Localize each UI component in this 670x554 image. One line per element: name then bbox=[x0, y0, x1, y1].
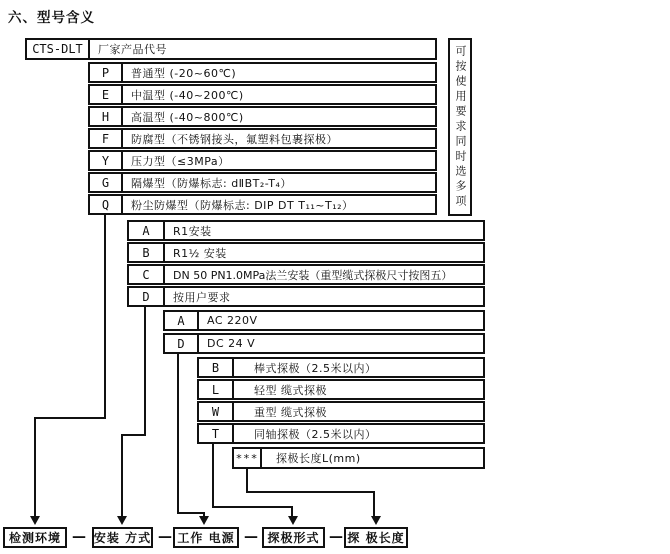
row-power-a bbox=[163, 310, 485, 331]
connector-line bbox=[144, 307, 146, 436]
row-install-b bbox=[127, 242, 485, 263]
row-env-y bbox=[88, 150, 437, 171]
row-probe-b bbox=[197, 357, 485, 378]
code-cell: A bbox=[165, 312, 199, 329]
row-install-a bbox=[127, 220, 485, 241]
desc-cell: DN 50 PN1.0MPa法兰安装（重型缆式探极尺寸按图五） bbox=[173, 268, 453, 282]
connector-line bbox=[121, 434, 146, 436]
desc-cell: 重型 缆式探极 bbox=[254, 405, 327, 419]
footer-label-power: 工作 电源 bbox=[173, 527, 239, 548]
desc-cell: R1½ 安装 bbox=[173, 246, 227, 260]
code-cell: B bbox=[199, 359, 234, 376]
desc-cell: 轻型 缆式探极 bbox=[254, 383, 327, 397]
desc-cell: 探极长度L(mm) bbox=[276, 452, 361, 465]
code-cell: P bbox=[90, 64, 123, 81]
header-row bbox=[25, 38, 437, 60]
row-install-c bbox=[127, 264, 485, 285]
desc-cell: DC 24 V bbox=[207, 337, 256, 350]
desc-cell: 压力型（≤3MPa） bbox=[131, 154, 230, 168]
row-probe-w bbox=[197, 401, 485, 422]
desc-cell: 按用户要求 bbox=[173, 290, 231, 304]
down-arrow-icon bbox=[30, 516, 40, 525]
desc-cell: 同轴探极（2.5米以内） bbox=[254, 427, 377, 441]
code-cell: G bbox=[90, 174, 123, 191]
row-probe-l bbox=[197, 379, 485, 400]
code-cell: E bbox=[90, 86, 123, 103]
side-note-text: 可按使用要求同时选多项 bbox=[454, 44, 467, 210]
desc-cell: 普通型 (-20~60℃) bbox=[131, 66, 237, 80]
down-arrow-icon bbox=[371, 516, 381, 525]
connector-line bbox=[212, 506, 293, 508]
connector-line bbox=[121, 434, 123, 517]
footer-label-probe-length: 探 极长度 bbox=[344, 527, 408, 548]
footer-separator: — bbox=[158, 529, 172, 545]
down-arrow-icon bbox=[199, 516, 209, 525]
code-cell: W bbox=[199, 403, 234, 420]
desc-cell: R1安装 bbox=[173, 224, 212, 238]
desc-cell: 粉尘防爆型（防爆标志: DIP DT T₁₁~T₁₂） bbox=[131, 198, 354, 212]
row-length bbox=[232, 447, 485, 469]
footer-separator: — bbox=[72, 529, 86, 545]
desc-cell: 棒式探极（2.5米以内） bbox=[254, 361, 377, 375]
code-cell: Y bbox=[90, 152, 123, 169]
footer-label-installation: 安装 方式 bbox=[92, 527, 153, 548]
down-arrow-icon bbox=[288, 516, 298, 525]
row-env-e bbox=[88, 84, 437, 105]
desc-cell: 防腐型（不锈钢接头，氟塑料包裹探极） bbox=[131, 132, 338, 146]
row-probe-t bbox=[197, 423, 485, 444]
row-env-p bbox=[88, 62, 437, 83]
connector-line bbox=[104, 214, 106, 419]
code-cell: C bbox=[129, 266, 165, 283]
code-cell: *** bbox=[234, 449, 262, 467]
desc-cell: AC 220V bbox=[207, 314, 258, 327]
code-cell: B bbox=[129, 244, 165, 261]
connector-line bbox=[34, 417, 106, 419]
code-cell: L bbox=[199, 381, 234, 398]
connector-line bbox=[177, 354, 179, 514]
row-env-f bbox=[88, 128, 437, 149]
row-env-h bbox=[88, 106, 437, 127]
connector-line bbox=[246, 491, 375, 493]
code-cell: Q bbox=[90, 196, 123, 213]
code-cell: D bbox=[129, 288, 165, 305]
connector-line bbox=[177, 512, 205, 514]
product-code-label: 厂家产品代号 bbox=[98, 43, 167, 56]
row-env-q bbox=[88, 194, 437, 215]
code-cell: A bbox=[129, 222, 165, 239]
desc-cell: 中温型 (-40~200℃) bbox=[131, 88, 244, 102]
code-cell: F bbox=[90, 130, 123, 147]
row-env-g bbox=[88, 172, 437, 193]
product-code: CTS-DLT bbox=[27, 40, 90, 58]
page-title: 六、型号含义 bbox=[8, 10, 95, 26]
row-install-d bbox=[127, 286, 485, 307]
connector-line bbox=[246, 469, 248, 493]
desc-cell: 隔爆型（防爆标志: dⅡBT₂-T₄） bbox=[131, 176, 292, 190]
footer-separator: — bbox=[244, 529, 258, 545]
footer-label-probe-form: 探极形式 bbox=[262, 527, 325, 548]
desc-cell: 高温型 (-40~800℃) bbox=[131, 110, 244, 124]
footer-separator: — bbox=[329, 529, 343, 545]
code-cell: H bbox=[90, 108, 123, 125]
row-power-d bbox=[163, 333, 485, 354]
down-arrow-icon bbox=[117, 516, 127, 525]
code-cell: D bbox=[165, 335, 199, 352]
connector-line bbox=[212, 444, 214, 508]
connector-line bbox=[34, 417, 36, 517]
side-note-box bbox=[448, 38, 472, 216]
connector-line bbox=[373, 491, 375, 518]
code-cell: T bbox=[199, 425, 234, 442]
footer-label-environment: 检测环境 bbox=[3, 527, 67, 548]
